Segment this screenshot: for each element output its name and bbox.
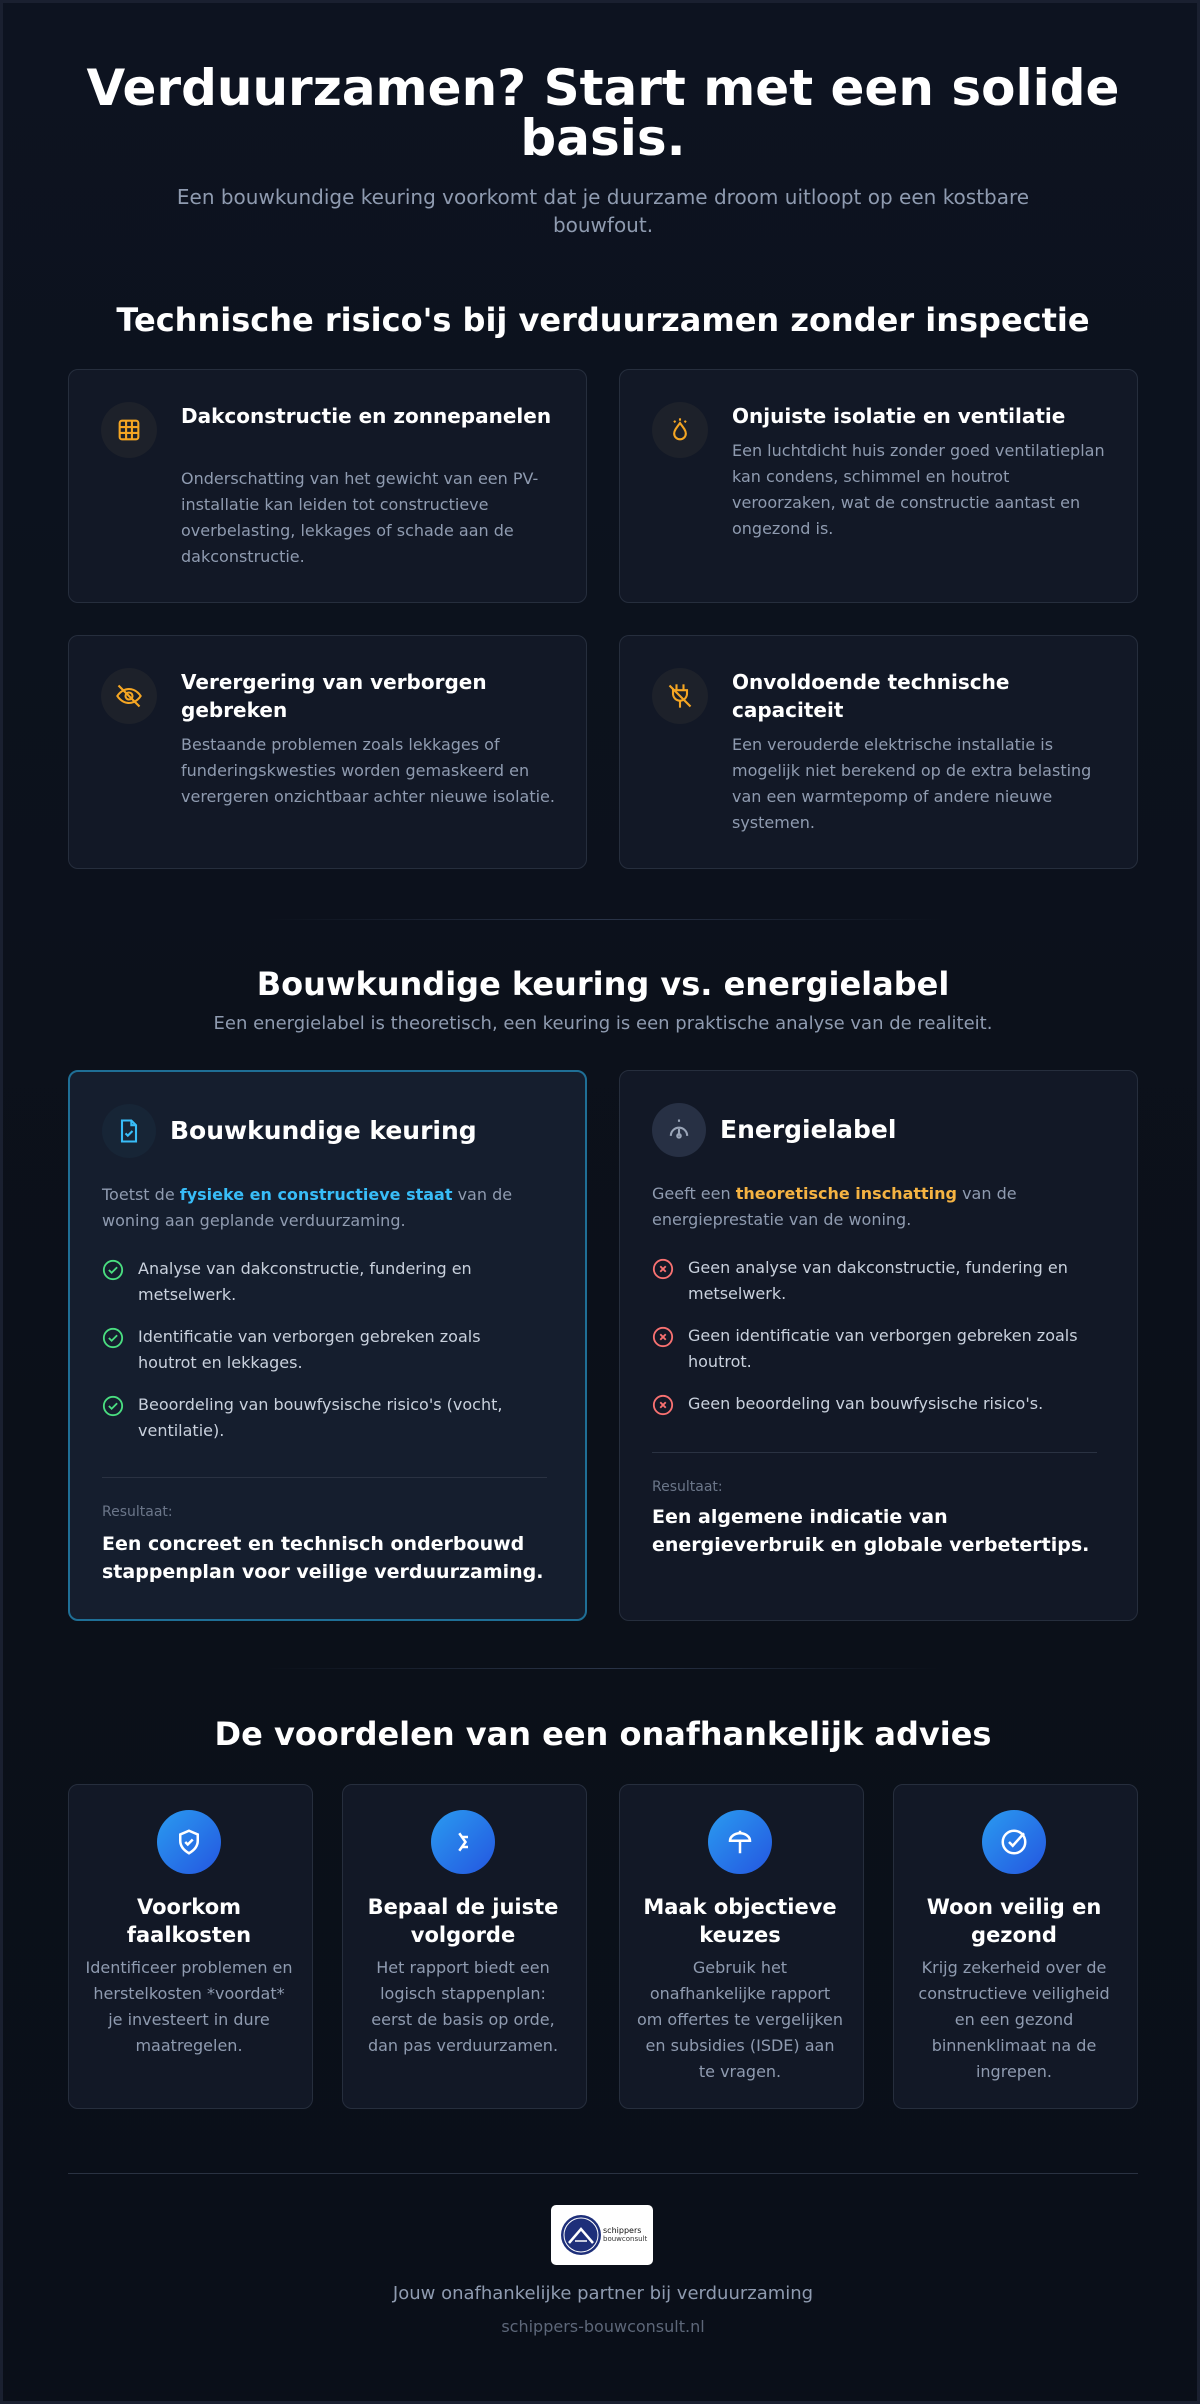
comparison-subtitle: Een energielabel is theoretisch, een keuring is een praktische analyse van de realiteit. [213, 1013, 993, 1034]
x-circle-icon [652, 1394, 674, 1416]
scale-icon [708, 1810, 772, 1874]
page-title: Verduurzamen? Start met een solide basis. [86, 59, 1120, 167]
list-item: Identificatie van verborgen gebreken zoals houtrot en lekkages. [102, 1324, 542, 1376]
section-divider [263, 1668, 943, 1669]
risk-title: Onjuiste isolatie en ventilatie [732, 404, 1066, 428]
risk-title: Onvoldoende technische capaciteit [732, 670, 1010, 722]
svg-text:schippers: schippers [603, 2226, 642, 2235]
benefit-text: Het rapport biedt een logisch stappenplan: eerst de basis op orde, dan pas verduurzamen. [367, 1958, 559, 2055]
page-subtitle: Een bouwkundige keuring voorkomt dat je duurzame droom uitloopt op een kostbare bouwfout. [176, 185, 1030, 237]
svg-text:bouwconsult: bouwconsult [603, 2235, 648, 2243]
x-circle-icon [652, 1326, 674, 1348]
keuring-card [68, 1070, 587, 1621]
benefit-title: Bepaal de juiste volgorde [367, 1895, 559, 1947]
benefits-heading: De voordelen van een onafhankelijk advies [214, 1715, 992, 1753]
risk-card-insulation [619, 369, 1138, 603]
benefit-card [342, 1784, 587, 2109]
x-circle-icon [652, 1258, 674, 1280]
energielabel-title: Energielabel [720, 1115, 897, 1144]
risk-text: Onderschatting van het gewicht van een PV-installatie kan leiden tot constructieve overbelasting, lekkages of schade aan de dakconstructie. [181, 469, 539, 566]
risk-text: Een luchtdicht huis zonder goed ventilatieplan kan condens, schimmel en houtrot veroorzaken, wat de constructie aantast en ongezond is. [732, 441, 1105, 538]
footer-url-link[interactable]: schippers-bouwconsult.nl [501, 2317, 705, 2336]
keuring-title: Bouwkundige keuring [170, 1116, 477, 1145]
check-icon [102, 1327, 124, 1349]
risk-title: Dakconstructie en zonnepanelen [181, 404, 552, 428]
list-item: Beoordeling van bouwfysische risico's (vocht, ventilatie). [102, 1392, 542, 1444]
sort-order-icon [431, 1810, 495, 1874]
list-item: Geen identificatie van verborgen gebreken zoals houtrot. [652, 1323, 1092, 1375]
energielabel-description: Geeft een theoretische inschatting van de energieprestatie van de woning. [652, 1184, 1017, 1229]
keuring-description: Toetst de fysieke en constructieve staat van de woning aan geplande verduurzaming. [102, 1185, 513, 1230]
list-item: Analyse van dakconstructie, fundering en metselwerk. [102, 1256, 542, 1308]
benefit-card [68, 1784, 313, 2109]
footer-divider [68, 2173, 1138, 2174]
divider [652, 1452, 1097, 1453]
footer-tagline: Jouw onafhankelijke partner bij verduurzaming [392, 2283, 814, 2304]
comparison-heading: Bouwkundige keuring vs. energielabel [256, 965, 950, 1003]
list-item: Geen beoordeling van bouwfysische risico's. [652, 1391, 1092, 1417]
benefit-card [619, 1784, 864, 2109]
benefit-card [893, 1784, 1138, 2109]
energielabel-card [619, 1070, 1138, 1621]
benefit-title: Woon veilig en gezond [926, 1895, 1102, 1947]
result-text: Een concreet en technisch onderbouwd stappenplan voor veilige verduurzaming. [102, 1533, 544, 1583]
benefit-text: Identificeer problemen en herstelkosten *voordat* je investeert in dure maatregelen. [85, 1958, 293, 2055]
result-text: Een algemene indicatie van energieverbruik en globale verbetertips. [652, 1506, 1090, 1556]
risk-text: Een verouderde elektrische installatie is mogelijk niet berekend op de extra belasting van een warmtepomp of andere nieuwe systemen. [732, 735, 1092, 832]
energy-gauge-icon [652, 1103, 706, 1157]
risk-card-capacity [619, 635, 1138, 869]
list-item: Geen analyse van dakconstructie, fundering en metselwerk. [652, 1255, 1092, 1307]
keuring-feature-list [102, 1256, 542, 1460]
plug-off-icon [652, 668, 708, 724]
risk-card-hidden-defects [68, 635, 587, 869]
water-drop-icon [652, 402, 708, 458]
solar-panel-icon [101, 402, 157, 458]
section-divider [263, 919, 943, 920]
benefit-title: Voorkom faalkosten [126, 1895, 252, 1947]
check-circle-icon [982, 1810, 1046, 1874]
risks-heading: Technische risico's bij verduurzamen zonder inspectie [116, 301, 1090, 339]
result-label: Resultaat: [652, 1479, 723, 1495]
result-label: Resultaat: [102, 1504, 173, 1520]
risk-text: Bestaande problemen zoals lekkages of funderingskwesties worden gemaskeerd en verergeren onzichtbaar achter nieuwe isolatie. [181, 735, 555, 806]
check-icon [102, 1395, 124, 1417]
benefit-title: Maak objectieve keuzes [643, 1895, 837, 1947]
eye-off-icon [101, 668, 157, 724]
energielabel-feature-list [652, 1255, 1092, 1433]
document-check-icon [102, 1104, 156, 1158]
company-logo[interactable] [551, 2205, 653, 2265]
risk-title: Verergering van verborgen gebreken [181, 670, 487, 722]
divider [102, 1477, 547, 1478]
benefit-text: Krijg zekerheid over de constructieve veiligheid en een gezond binnenklimaat na de ingrepen. [918, 1958, 1110, 2081]
risk-card-roof [68, 369, 587, 603]
check-icon [102, 1259, 124, 1281]
shield-check-icon [157, 1810, 221, 1874]
benefit-text: Gebruik het onafhankelijke rapport om offertes te vergelijken en subsidies (ISDE) aan te vragen. [636, 1958, 844, 2081]
